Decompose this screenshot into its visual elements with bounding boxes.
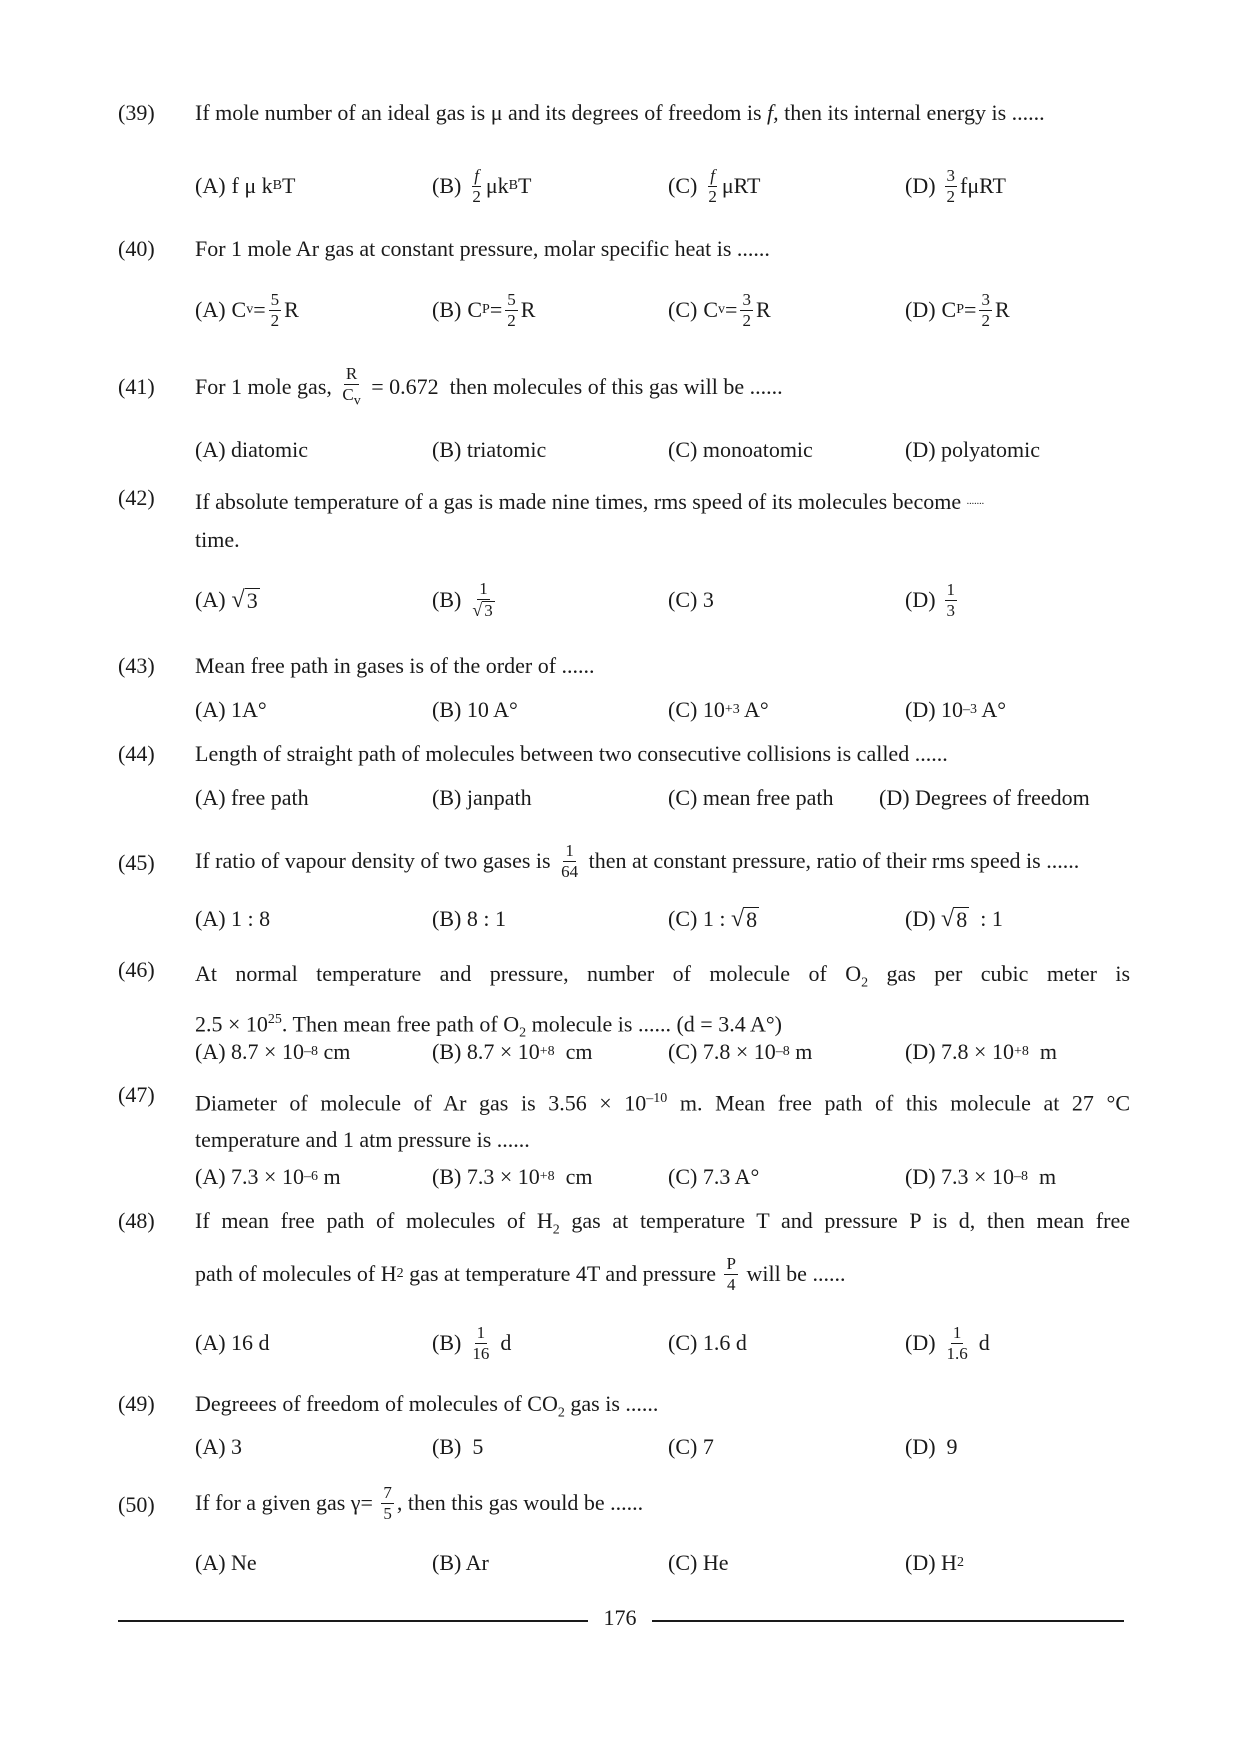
option-a: (A) 1A° bbox=[195, 697, 267, 723]
footer-rule-right bbox=[652, 1620, 1124, 1622]
footer-rule-left bbox=[118, 1620, 588, 1622]
question-text: For 1 mole Ar gas at constant pressure, molar specific heat is ...... bbox=[195, 236, 770, 261]
options-row bbox=[195, 688, 1130, 732]
option-d: (D) polyatomic bbox=[905, 437, 1041, 463]
option-a: (A) √ 3 bbox=[195, 587, 258, 614]
option-d: (D) Degrees of freedom bbox=[879, 785, 1090, 811]
options-row bbox=[195, 1425, 1130, 1469]
option-d: (D) H 2 bbox=[905, 1550, 964, 1576]
option-d: (D) √ 8 : 1 bbox=[905, 906, 1003, 933]
option-c: (C) 3 bbox=[668, 587, 714, 613]
options-row bbox=[195, 428, 1130, 472]
question-text: If for a given gas γ= $\frac{7}{5}$ , then this gas would be ...... bbox=[195, 1482, 644, 1523]
question-number: (47) bbox=[118, 1082, 155, 1107]
question-number: (46) bbox=[118, 957, 155, 982]
question-number: (41) bbox=[118, 374, 155, 399]
page-number: 176 bbox=[603, 1605, 637, 1630]
option-b: (B) 8 : 1 bbox=[432, 906, 506, 932]
option-a: (A) f μ k B T bbox=[195, 173, 296, 199]
option-b: (B) 10 A° bbox=[432, 697, 518, 723]
options-row bbox=[195, 578, 1130, 622]
option-c: (C) mean free path bbox=[668, 785, 834, 811]
option-a: (A) Ne bbox=[195, 1550, 257, 1576]
question-text: Diameter of molecule of Ar gas is $3.56 \times 10^{-10}$ m. Mean free path of this molecule at 27 °C temperature and 1 atm pressure is ...... bbox=[195, 1090, 1130, 1153]
option-c: (C) 7 bbox=[668, 1434, 714, 1460]
option-c: (C) He bbox=[668, 1550, 729, 1576]
question-number: (40) bbox=[118, 236, 155, 261]
question-text: If mole number of an ideal gas is μ and its degrees of freedom is f, then its internal energy is ...... bbox=[195, 100, 1045, 125]
question-text: If absolute temperature of a gas is made nine times, rms speed of its molecules become ....... time. bbox=[195, 489, 985, 552]
option-d: (D) $\frac{1}{1.6}$ d bbox=[905, 1322, 990, 1363]
option-b: (B) C P = $\frac{5}{2}$ R bbox=[432, 289, 536, 330]
question-text: If ratio of vapour density of two gases is $\frac{1}{64}$ then at constant pressure, ratio of their rms speed is ...... bbox=[195, 840, 1080, 881]
question-number: (48) bbox=[118, 1208, 155, 1233]
option-d: (D) $\frac{3}{2}$ fμRT bbox=[905, 165, 1006, 206]
option-d: (D) C P = $\frac{3}{2}$ R bbox=[905, 289, 1010, 330]
option-a: (A) diatomic bbox=[195, 437, 309, 463]
option-b: (B) Ar bbox=[432, 1550, 489, 1576]
option-c: (C) 7.8 × 10 –8 m bbox=[668, 1039, 813, 1065]
options-row bbox=[195, 288, 1130, 332]
option-a: (A) C v = $\frac{5}{2}$ R bbox=[195, 289, 299, 330]
question-number: (44) bbox=[118, 741, 155, 766]
question-number: (50) bbox=[118, 1492, 155, 1517]
option-c: (C) C v = $\frac{3}{2}$ R bbox=[668, 289, 771, 330]
question-number: (49) bbox=[118, 1391, 155, 1416]
option-b: (B) janpath bbox=[432, 785, 532, 811]
options-row bbox=[195, 1155, 1130, 1199]
option-c: (C) 1.6 d bbox=[668, 1330, 747, 1356]
option-a: (A) 1 : 8 bbox=[195, 906, 271, 932]
question-number: (43) bbox=[118, 653, 155, 678]
option-b: (B) $\frac{f}{2}$ μk B T bbox=[432, 165, 532, 206]
option-c: (C) 1 : √ 8 bbox=[668, 906, 758, 933]
question-number: (45) bbox=[118, 850, 155, 875]
option-d: (D) $\frac{1}{3}$ bbox=[905, 579, 956, 620]
option-a: (A) 3 bbox=[195, 1434, 243, 1460]
options-row bbox=[195, 1030, 1130, 1074]
option-a: (A) 8.7 × 10 –8 cm bbox=[195, 1039, 351, 1065]
question-number: (39) bbox=[118, 100, 155, 125]
question-text: Degreees of freedom of molecules of $CO_2$ gas is ...... bbox=[195, 1391, 659, 1421]
question-number: (42) bbox=[118, 485, 155, 510]
option-a: (A) 16 d bbox=[195, 1330, 270, 1356]
question-text: Length of straight path of molecules between two consecutive collisions is called ...... bbox=[195, 741, 948, 766]
question-text: If mean free path of molecules of $H_2$ gas at temperature T and pressure P is d, then mean free path of molecules of H 2 gas at temperature 4T and pressure $\frac{P}{4}$ will be ...... bbox=[195, 1208, 1130, 1294]
options-row bbox=[195, 164, 1130, 208]
option-c: (C) 10 +3 A° bbox=[668, 697, 769, 723]
option-b: (B) 1 √ 3 bbox=[432, 578, 493, 621]
option-b: (B) $\frac{1}{16}$ d bbox=[432, 1322, 512, 1363]
options-row bbox=[195, 1541, 1130, 1585]
option-a: (A) free path bbox=[195, 785, 309, 811]
option-c: (C) monoatomic bbox=[668, 437, 813, 463]
option-a: (A) 7.3 × 10 –6 m bbox=[195, 1164, 341, 1190]
question-text: Mean free path in gases is of the order of ...... bbox=[195, 653, 595, 678]
question-text: For 1 mole gas, $\frac{R}{C_v}$ = 0.672 then molecules of this gas will be ...... bbox=[195, 364, 783, 409]
options-row bbox=[195, 897, 1130, 941]
options-row bbox=[195, 776, 1130, 820]
question-text: At normal temperature and pressure, number of molecule of $O_2$ gas per cubic meter is $2.5 \times 10^{25}$. Then mean free path of $O_2$ molecule is ...... (d = 3.4 A°) bbox=[195, 961, 1131, 1042]
option-b: (B) 7.3 × 10 +8 cm bbox=[432, 1164, 593, 1190]
option-d: (D) 10 –3 A° bbox=[905, 697, 1007, 723]
option-c: (C) $\frac{f}{2}$ μRT bbox=[668, 165, 761, 206]
option-d: (D) 7.3 × 10 –8 m bbox=[905, 1164, 1057, 1190]
option-b: (B) 5 bbox=[432, 1434, 484, 1460]
option-d: (D) 7.8 × 10 +8 m bbox=[905, 1039, 1057, 1065]
option-c: (C) 7.3 A° bbox=[668, 1164, 760, 1190]
option-b: (B) triatomic bbox=[432, 437, 547, 463]
option-d: (D) 9 bbox=[905, 1434, 958, 1460]
options-row bbox=[195, 1321, 1130, 1365]
option-b: (B) 8.7 × 10 +8 cm bbox=[432, 1039, 593, 1065]
